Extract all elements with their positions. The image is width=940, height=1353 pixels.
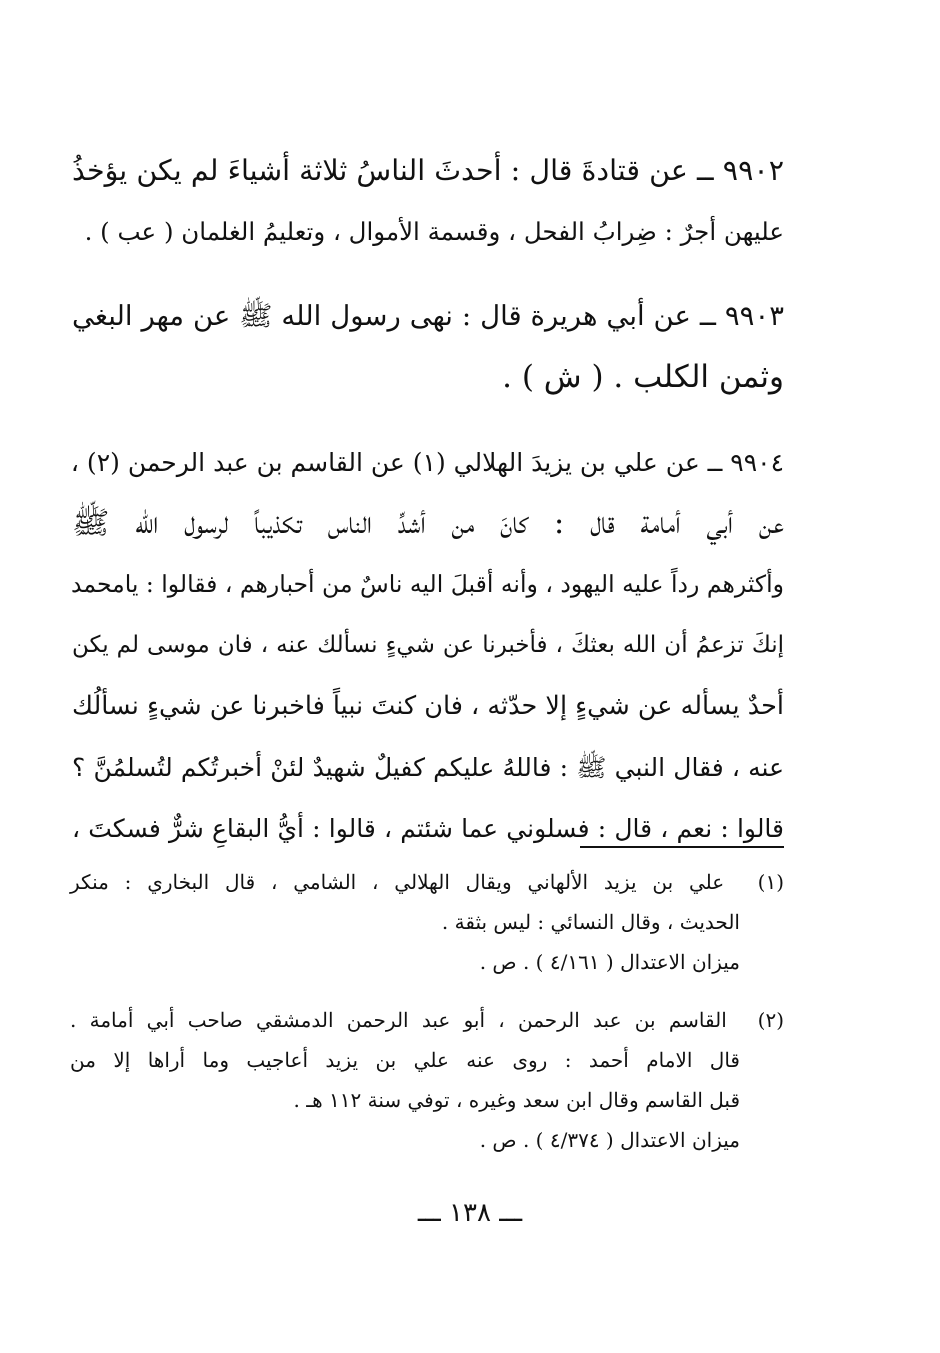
text-line: ٩٩٠٢ ــ عن قتادةَ قال : أحدثَ الناسُ ثلاثة أشياءَ لم يكن يؤخذُ xyxy=(72,154,784,187)
hadith-9903 xyxy=(72,286,784,408)
footnote-text: ميزان الاعتدال ( ٤/١٦١ ) . ص . xyxy=(479,950,740,974)
footnote-divider xyxy=(580,846,784,848)
text-line: قالوا : نعم ، قال : فسلوني عما شئتم ، قالوا : أيُّ البقاعِ شرٌّ فسكتَ ، xyxy=(72,814,784,843)
text-line: وثمن الكلب . ( ش ) . xyxy=(502,359,784,395)
text-line: إنكَ تزعمُ أن الله بعثكَ ، فأخبرنا عن شيءٍ نسألك عنه ، فان موسى لم يكن xyxy=(72,632,785,658)
footnotes xyxy=(70,862,784,1178)
text-line: عليهن أجرٌ : ضِرابُ الفحل ، وقسمة الأموال ، وتعليمُ الغلمان ( عب ) . xyxy=(84,217,784,246)
hadith-9902 xyxy=(72,140,784,262)
footnote-text: ميزان الاعتدال ( ٤/٣٧٤ ) . ص . xyxy=(479,1128,740,1152)
footnote-text: الحديث ، وقال النسائي : ليس بثقة . xyxy=(441,910,740,934)
footnote-text: علي بن يزيد الألهاني ويقال الهلالي ، الشامي ، قال البخاري : منكر xyxy=(70,870,725,894)
footnote-text: قال الامام أحمد : روى عنه علي بن يزيد أعاجيب وما أراها إلا من xyxy=(70,1048,740,1072)
text-line: أحدٌ يسأله عن شيءٍ إلا حدّثه ، فان كنتَ نبياً فاخبرنا عن شيءٍ نسألُك xyxy=(72,691,784,721)
main-text xyxy=(72,140,784,883)
text-line: ٩٩٠٤ ــ عن علي بن يزيدَ الهلالي (١) عن القاسم بن عبد الرحمن (٢) ، xyxy=(70,448,784,477)
footnote-2 xyxy=(70,1000,784,1160)
page-number: ـــ ١٣٨ ـــ xyxy=(417,1198,523,1228)
footnote-text: القاسم بن عبد الرحمن ، أبو عبد الرحمن الدمشقي صاحب أبي أمامة . xyxy=(70,1008,727,1032)
hadith-9904 xyxy=(72,432,784,859)
text-line: ٩٩٠٣ ــ عن أبي هريرة قال : نهى رسول الله ﷺ عن مهر البغي xyxy=(72,300,784,332)
footnote-1 xyxy=(70,862,784,982)
text-line: عنه ، فقال النبي ﷺ : فاللهُ عليكم كفيلٌ شهيدٌ لئنْ أخبرتُكم لتُسلمُنَّ ؟ xyxy=(72,753,784,782)
footnote-number: (٢) xyxy=(757,1008,784,1032)
text-line: وأكثرهم رداً عليه اليهود ، وأنه أقبلَ اليه ناسٌ من أحبارهم ، فقالوا : يامحمد xyxy=(71,570,784,598)
footnote-text: قبل القاسم وقال ابن سعد وغيره ، توفي سنة ١١٢ هـ . xyxy=(293,1088,740,1112)
footnote-number: (١) xyxy=(757,870,784,894)
text-line: عن أبي أمامة قال : كانَ من أشدِّ الناس تكذيباً لرسول الله ﷺ xyxy=(72,505,784,541)
